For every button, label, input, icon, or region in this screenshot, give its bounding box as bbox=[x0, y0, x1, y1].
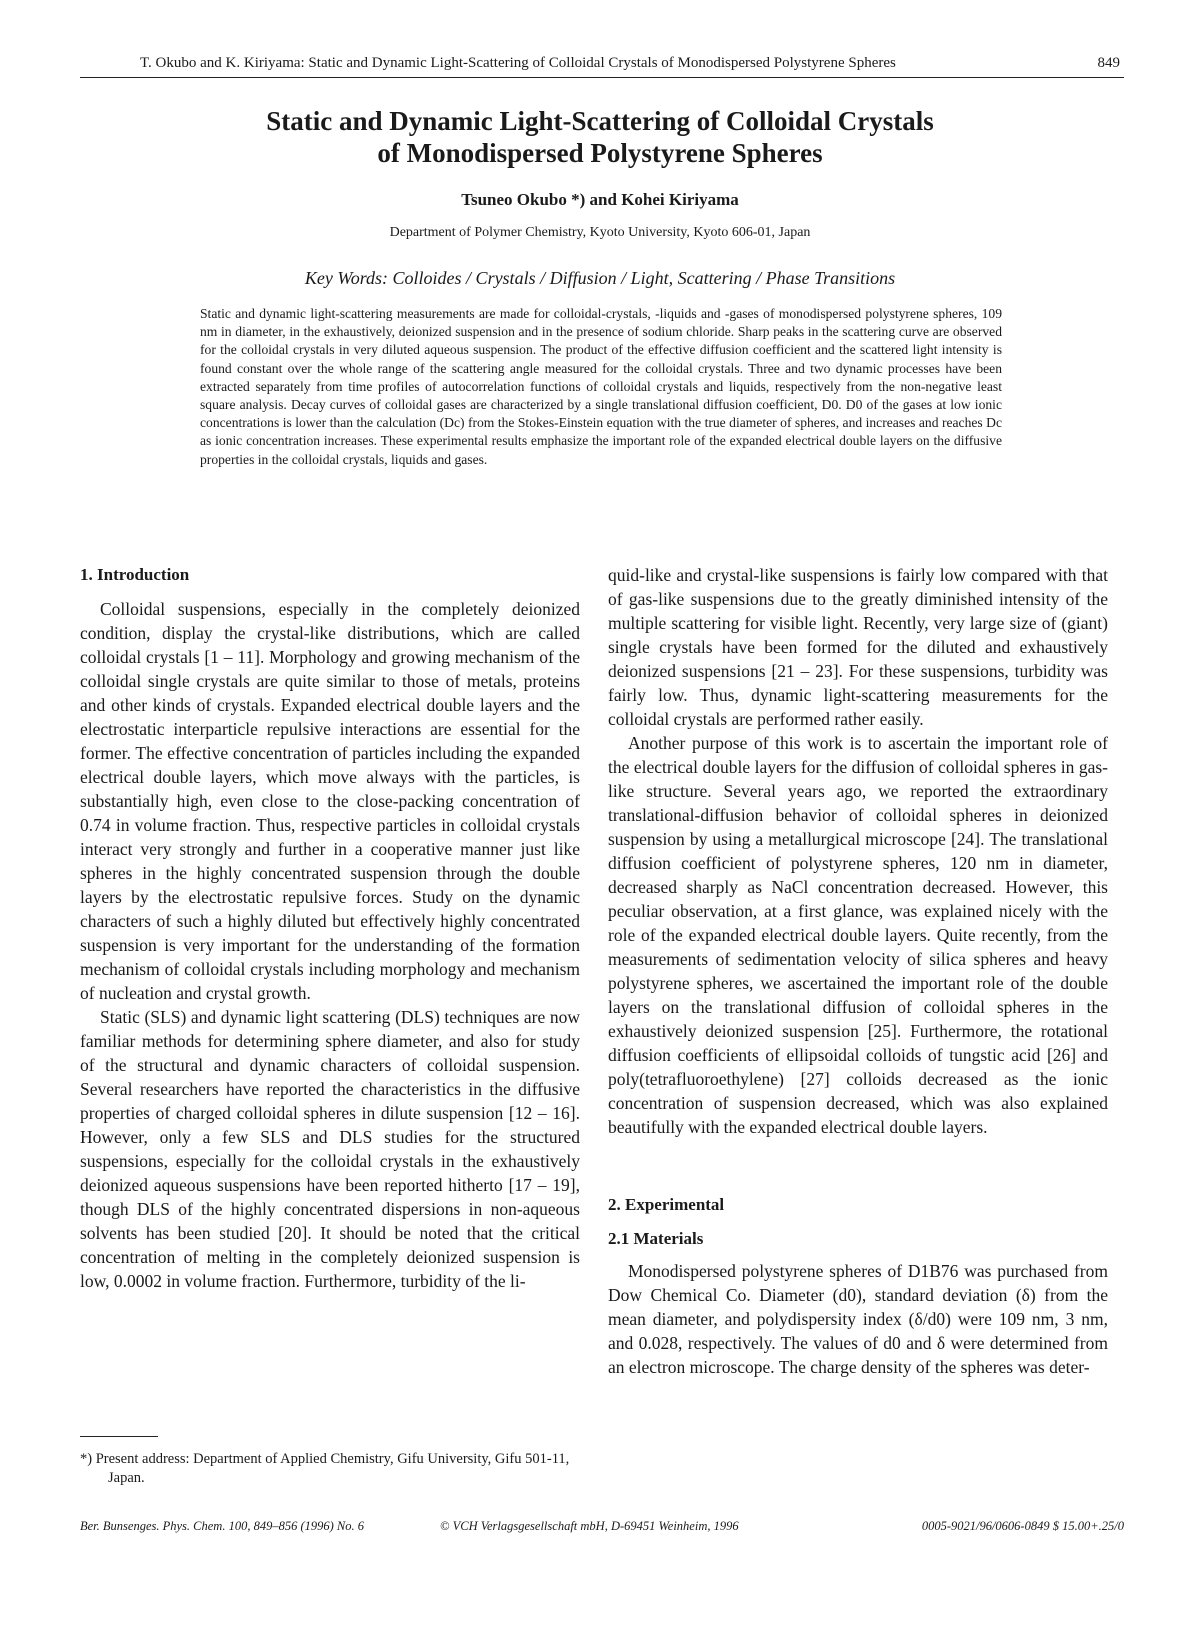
running-header-text: T. Okubo and K. Kiriyama: Static and Dynamic Light-Scattering of Colloidal Crystals of Monodispersed Polystyrene Spheres bbox=[140, 55, 896, 71]
footnote-text: *) Present address: Department of Applied Chemistry, Gifu University, Gifu 501-11, Japan. bbox=[80, 1451, 570, 1486]
section-spacer bbox=[608, 1139, 1108, 1193]
footer-code: 0005-9021/96/0606-0849 $ 15.00+.25/0 bbox=[921, 1519, 1124, 1533]
materials-heading: 2.1 Materials bbox=[608, 1229, 704, 1248]
intro-paragraph-1: Colloidal suspensions, especially in the completely deionized condition, display the crystal-like distributions, which are called colloidal crystals [1 – 11]. Morphology and growing mechanism of the colloidal single crystals are quite similar to those of metals, proteins and other kinds of crystals. Expanded electrical double layers and the electrostatic interparticle repulsive interactions are essential for the former. The effective concentration of particles including the expanded electrical double layers, which move always with the particles, is substantially high, even close to the close-packing concentration of 0.74 in volume fraction. Thus, respective particles in colloidal crystals interact very strongly and further in a cooperative manner just like spheres in the highly concentrated suspension through the double layers by the electrostatic repulsive forces. Study on the dynamic characters of such a highly diluted but effectively highly concentrated suspension is very important for the understanding of the formation mechanism of colloidal crystals including morphology and mechanism of nucleation and crystal growth. bbox=[80, 599, 580, 1003]
title-line-2: of Monodispersed Polystyrene Spheres bbox=[377, 138, 823, 168]
paper-title bbox=[0, 105, 1200, 169]
left-column bbox=[80, 563, 580, 1293]
intro-paragraph-2: Static (SLS) and dynamic light scattering (DLS) techniques are now familiar methods for determining sphere diameter, and also for study of the structural and dynamic characters of colloidal suspension. Several researchers have reported the characteristics in the diffusive properties of charged colloidal spheres in dilute suspension [12 – 16]. However, only a few SLS and DLS studies for the structured suspensions, especially for the colloidal crystals in the exhaustively deionized aqueous suspensions have been reported hitherto [17 – 19], though DLS of the highly concentrated dispersions in non-aqueous solvents has been studied [20]. It should be noted that the critical concentration of melting in the completely deionized suspension is low, 0.0002 in volume fraction. Furthermore, turbidity of the li- bbox=[80, 1007, 580, 1291]
header-rule bbox=[80, 77, 1124, 78]
footnote bbox=[80, 1450, 580, 1488]
title-line-1: Static and Dynamic Light-Scattering of Colloidal Crystals bbox=[266, 106, 934, 136]
experimental-heading: 2. Experimental bbox=[608, 1195, 725, 1214]
footer-journal: Ber. Bunsenges. Phys. Chem. 100, 849–856 (1996) No. 6 bbox=[80, 1519, 364, 1533]
materials-paragraph-1: Monodispersed polystyrene spheres of D1B76 was purchased from Dow Chemical Co. Diameter (d0), standard deviation (δ) from the mean diameter, and polydispersity index (δ/d0) were 109 nm, 3 nm, and 0.028, respectively. The values of d0 and δ were determined from an electron microscope. The charge density of the spheres was deter- bbox=[608, 1261, 1108, 1377]
intro-paragraph-3: Another purpose of this work is to ascertain the important role of the electrical double layers for the diffusion of colloidal spheres in gas-like structure. Several years ago, we reported the extraordinary translational-diffusion behavior of colloidal spheres in deionized suspension by using a metallurgical microscope [24]. The translational diffusion coefficient of polystyrene spheres, 120 nm in diameter, decreased sharply as NaCl concentration decreased. However, this peculiar observation, at a first glance, was explained nicely with the role of the expanded electrical double layers. Quite recently, from the measurements of sedimentation velocity of silica spheres and heavy polystyrene spheres, we ascertained the important role of the double layers on the translational diffusion of colloidal spheres in the exhaustively deionized suspension [25]. Furthermore, the rotational diffusion coefficients of ellipsoidal colloids of tungstic acid [26] and poly(tetrafluoroethylene) [27] colloids decreased as the ionic concentration of suspension decreased, which was also explained beautifully with the expanded electrical double layers. bbox=[608, 733, 1108, 1137]
intro-paragraph-2-continued: quid-like and crystal-like suspensions is fairly low compared with that of gas-like suspensions due to the greatly diminished intensity of the multiple scattering for visible light. Recently, very large size of (giant) single crystals have been formed for the diluted and exhaustively deionized suspensions [21 – 23]. For these suspensions, turbidity was fairly low. Thus, dynamic light-scattering measurements for the colloidal crystals are performed rather easily. bbox=[608, 565, 1108, 729]
introduction-heading: 1. Introduction bbox=[80, 565, 190, 584]
footer-publisher: © VCH Verlagsgesellschaft mbH, D-69451 Weinheim, 1996 bbox=[440, 1519, 739, 1533]
abstract: Static and dynamic light-scattering measurements are made for colloidal-crystals, -liquids and -gases of monodispersed polystyrene spheres, 109 nm in diameter, in the exhaustively, deionized suspension and in the presence of sodium chloride. Sharp peaks in the scattering curve are observed for the colloidal crystals in very diluted aqueous suspension. The product of the effective diffusion coefficient and the scattered light intensity is found constant over the whole range of the scattering angle measured for the colloidal crystals. Three and two dynamic processes have been extracted separately from time profiles of autocorrelation functions of colloidal crystals and liquids, respectively from the non-negative least square analysis. Decay curves of colloidal gases are characterized by a single translational diffusion coefficient, D0. D0 of the gases at low ionic concentrations is lower than the calculation (Dc) from the Stokes-Einstein equation with the true diameter of spheres, and increases and reaches Dc as ionic concentration increases. These experimental results emphasize the important role of the expanded electrical double layers on the diffusive properties in the colloidal crystals, liquids and gases. bbox=[200, 306, 1002, 467]
keywords: Key Words: Colloides / Crystals / Diffusion / Light, Scattering / Phase Transitions bbox=[304, 268, 896, 288]
authors: Tsuneo Okubo *) and Kohei Kiriyama bbox=[461, 190, 739, 209]
page-number: 849 bbox=[1097, 55, 1120, 71]
right-column bbox=[608, 563, 1108, 1379]
affiliation: Department of Polymer Chemistry, Kyoto University, Kyoto 606-01, Japan bbox=[389, 225, 811, 240]
footnote-rule bbox=[80, 1436, 158, 1437]
